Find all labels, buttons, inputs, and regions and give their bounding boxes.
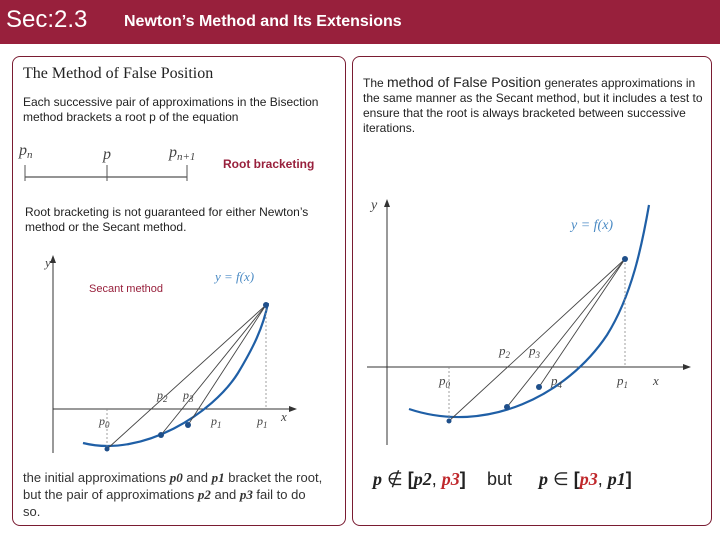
left-point-p2	[158, 432, 164, 438]
left-label-p1b: $p_1$	[211, 414, 222, 430]
section-code: Sec:2.3	[6, 6, 88, 33]
bracket-label-p: p	[103, 146, 111, 163]
left-point-p0	[105, 447, 110, 452]
left-panel	[12, 56, 346, 526]
bracket-formula-right: p ∈ [p3, p1]	[539, 469, 632, 489]
right-label-p0: $p_0$	[439, 373, 450, 390]
bracket-formula: p ∉ [p2, p3]	[373, 469, 466, 489]
right-label-p1: $p_1$	[617, 373, 628, 390]
formula-but: but	[487, 469, 513, 489]
false-position-graph	[367, 195, 697, 455]
right-secant-3	[539, 259, 625, 387]
right-point-p1	[622, 256, 628, 262]
root-bracketing-label: Root bracketing	[223, 157, 315, 171]
false-position-intro: The method of False Position generates approximations in the same manner as the Secant method, but it includes a test to ensure that the root is always bracketed between successive iterations.	[363, 74, 703, 135]
right-point-p0	[447, 419, 452, 424]
left-label-p0: $p_0$	[99, 414, 110, 430]
secant-caption: the initial approximations p0 and p1 bracket the root, but the pair of approximations p2 and p3 fail to do so.	[23, 470, 323, 519]
right-point-p2	[504, 404, 510, 410]
not-guaranteed-text: Root bracketing is not guaranteed for either Newton’s method or the Secant method.	[25, 205, 309, 234]
left-point-p1	[263, 302, 269, 308]
right-panel	[352, 56, 712, 526]
secant-graph	[23, 253, 303, 463]
left-label-p2: $p_2$	[157, 388, 168, 404]
right-curve-label: y = f(x)	[571, 218, 614, 233]
right-x-axis-label: x	[653, 373, 659, 388]
bracket-diagram	[21, 137, 201, 183]
bracket-label-pn1: pn+1	[169, 144, 196, 163]
right-label-p3: $p_3$	[529, 343, 540, 360]
left-point-p3	[185, 422, 191, 428]
right-label-p4: $p_4$	[551, 373, 562, 390]
header-bar	[0, 0, 720, 44]
left-y-axis-label: y	[45, 255, 51, 270]
right-label-p2: $p_2$	[499, 343, 510, 360]
left-label-p3: $p_3$	[183, 388, 194, 404]
right-y-axis-label: y	[371, 198, 378, 213]
left-x-axis-label: x	[281, 409, 287, 424]
bisection-text: Each successive pair of approximations in the Bisection method brackets a root p of the equation	[23, 95, 319, 124]
left-curve-label: y = f(x)	[215, 269, 255, 284]
bracket-label-pn: pn	[19, 142, 33, 161]
false-position-heading: The Method of False Position	[23, 65, 214, 82]
left-label-p1: $p_1$	[257, 414, 268, 430]
right-point-p3	[536, 384, 542, 390]
secant-method-label: Secant method	[89, 283, 163, 295]
section-title: Newton’s Method and Its Extensions	[124, 13, 402, 30]
left-curve	[83, 303, 268, 446]
